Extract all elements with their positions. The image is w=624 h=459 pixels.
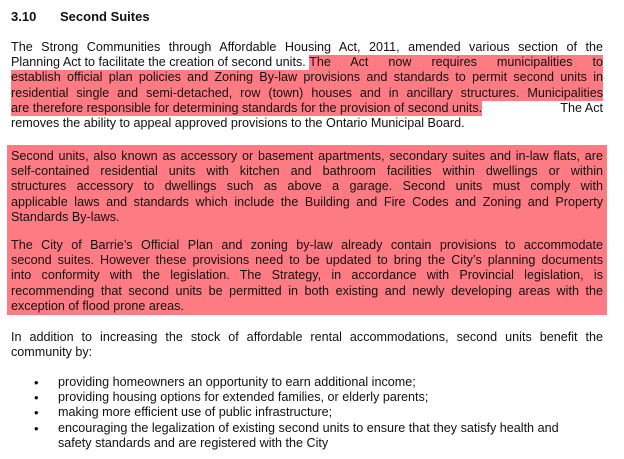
- list-item-text: providing homeowners an opportunity to earn additional income;: [58, 375, 416, 389]
- para4-line-2: community by:: [11, 345, 93, 360]
- para1-line-3: establish official plan policies and Zoning By-law provisions and standards to permit second units in: [11, 70, 603, 85]
- para1-line-5: [11, 101, 603, 116]
- list-item: [34, 375, 559, 390]
- para3-line-4: recommending that second units be permitted in both existing and newly developing areas with the: [11, 283, 603, 298]
- para3-line-5: exception of flood prone areas.: [11, 298, 184, 313]
- para2-line-4: applicable laws and standards which include the Building and Fire Codes and Zoning and Property: [11, 194, 603, 209]
- list-item-text: providing housing options for extended families, or elderly parents;: [58, 390, 429, 405]
- para1-line-4: residential single and semi-detached, row (town) houses and in ancillary structures. Municipalities: [11, 85, 603, 100]
- list-item: [34, 405, 559, 420]
- para2-line-3: structures accessory to dwellings such as above a garage. Second units must comply with: [11, 179, 603, 194]
- list-item-text-cont: safety standards and are registered with the City: [58, 435, 329, 450]
- paragraph-benefits-intro: [11, 330, 603, 360]
- para3-line-3: into conformity with the legislation. The Strategy, in accordance with Provincial legislation, is: [11, 268, 603, 283]
- benefits-list: [34, 375, 559, 451]
- list-item: [34, 421, 559, 451]
- bullet-icon: •: [34, 420, 39, 436]
- para3-line-1: The City of Barrie’s Official Plan and zoning by-law already contain provisions to accommodate: [11, 238, 603, 252]
- paragraph-legislation: [11, 40, 603, 131]
- para1-highlight-start: The Act now requires municipalities to: [309, 55, 603, 70]
- list-item-text: encouraging the legalization of existing second units to ensure that they satisfy health and: [58, 420, 559, 435]
- section-title: Second Suites: [60, 9, 150, 24]
- para4-line-1: In addition to increasing the stock of affordable rental accommodations, second units benefit the: [11, 330, 603, 344]
- para1-line-6: removes the ability to appeal approved provisions to the Ontario Municipal Board.: [11, 115, 465, 130]
- para1-line-5-highlight: are therefore responsible for determining standards for the provision of second units.: [11, 100, 483, 115]
- bullet-icon: •: [34, 390, 39, 406]
- paragraph-definition: [11, 149, 603, 225]
- para1-line-2-text: Planning Act to facilitate the creation of second units.: [11, 55, 310, 70]
- para2-line-2: self-contained residential units with kitchen and bathroom facilities within dwellings or within: [11, 164, 603, 179]
- para1-after-highlight: The Act: [553, 100, 603, 115]
- paragraph-barrie-plan: [11, 238, 603, 314]
- para2-line-5: Standards By-laws.: [11, 209, 120, 224]
- bullet-icon: •: [34, 405, 39, 421]
- section-number: 3.10: [11, 9, 37, 24]
- list-item-text: making more efficient use of public infrastructure;: [58, 405, 333, 420]
- para3-line-2: second suites. However these provisions need to be updated to bring the City’s planning documents: [11, 253, 603, 268]
- para1-line-1: The Strong Communities through Affordable Housing Act, 2011, amended various section of the: [11, 40, 603, 54]
- section-heading: [11, 9, 150, 25]
- list-item: [34, 390, 559, 405]
- para2-line-1: Second units, also known as accessory or basement apartments, secondary suites and in-law flats, are: [11, 149, 603, 163]
- bullet-icon: •: [34, 375, 39, 390]
- para1-line-2: [11, 55, 603, 70]
